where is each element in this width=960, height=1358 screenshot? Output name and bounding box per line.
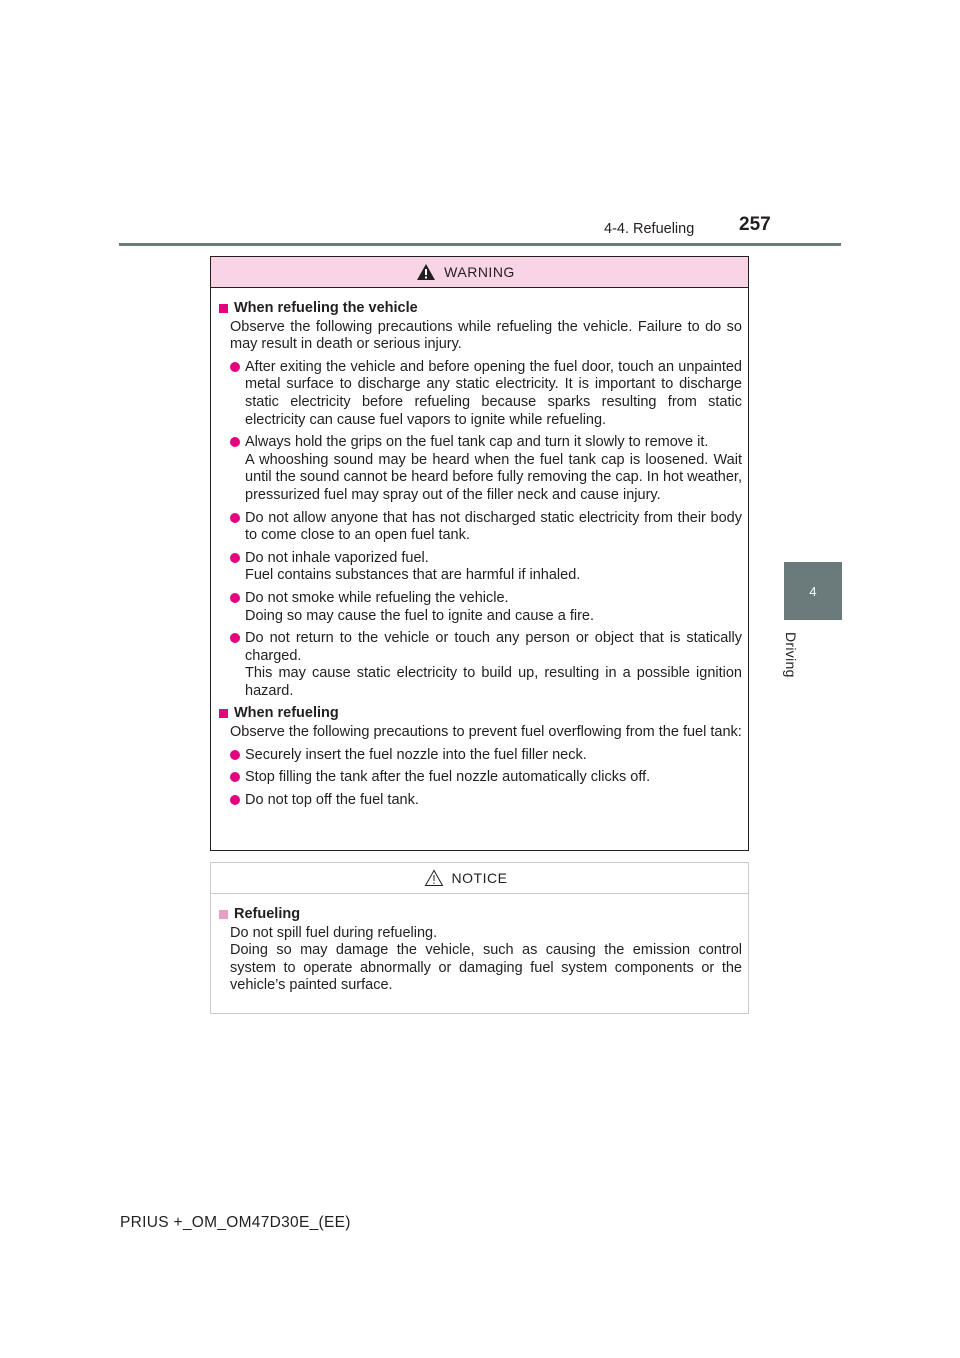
warning-section-heading: When refueling [219,705,742,723]
chapter-label [781,632,801,692]
square-bullet-icon [219,709,228,718]
warning-title: WARNING [444,264,515,280]
warning-bullet: Securely insert the fuel nozzle into the fuel filler neck. [230,747,742,765]
chapter-number: 4 [809,583,817,599]
round-bullet-icon [230,772,240,782]
warning-section-heading: When refueling the vehicle [219,300,742,318]
chapter-tab [784,562,842,620]
warning-triangle-icon [416,263,436,281]
round-bullet-icon [230,633,240,643]
notice-section-heading: Refueling [219,906,742,924]
round-bullet-icon [230,750,240,760]
notice-body [211,894,748,995]
warning-bullet: Stop filling the tank after the fuel nozzle automatically clicks off. [230,769,742,787]
section-title: 4-4. Refueling [604,221,695,237]
warning-bullet: Do not top off the fuel tank. [230,792,742,810]
notice-triangle-icon [424,869,444,887]
warning-body [211,288,748,809]
warning-bullet: Do not return to the vehicle or touch any person or object that is statically charged. This may cause static electricity to build up, resulting in a possible ignition hazard. [230,630,742,700]
warning-section-intro: Observe the following precautions while refueling the vehicle. Failure to do so may result in death or serious injury. [230,318,742,353]
warning-bullet: Do not inhale vaporized fuel. Fuel contains substances that are harmful if inhaled. [230,550,742,585]
warning-section-intro: Observe the following precautions to prevent fuel overflowing from the fuel tank: [230,724,742,741]
square-bullet-icon [219,910,228,919]
notice-text: Do not spill fuel during refueling. Doing so may damage the vehicle, such as causing the emission control system to operate abnormally or damaging fuel system components or the vehicle’s painted surface. [230,924,742,994]
round-bullet-icon [230,513,240,523]
square-bullet-icon [219,304,228,313]
round-bullet-icon [230,437,240,447]
round-bullet-icon [230,362,240,372]
notice-title: NOTICE [451,870,508,886]
round-bullet-icon [230,795,240,805]
warning-header [211,257,748,288]
warning-bullet: Always hold the grips on the fuel tank cap and turn it slowly to remove it. A whooshing sound may be heard when the fuel tank cap is loosened. Wait until the sound cannot be heard before fully removing the cap. In hot weather, pressurized fuel may spray out of the filler neck and cause injury. [230,434,742,504]
warning-bullet: Do not allow anyone that has not discharged static electricity from their body to come close to an open fuel tank. [230,510,742,545]
page-number: 257 [739,214,771,235]
warning-bullet: Do not smoke while refueling the vehicle. Doing so may cause the fuel to ignite and cause a fire. [230,590,742,625]
round-bullet-icon [230,593,240,603]
notice-header [211,863,748,894]
round-bullet-icon [230,553,240,563]
header-divider [119,243,841,246]
warning-box [210,256,749,851]
document-code: PRIUS +_OM_OM47D30E_(EE) [120,1214,351,1231]
chapter-label-text: Driving [783,632,799,678]
notice-box [210,862,749,1014]
warning-bullet: After exiting the vehicle and before opening the fuel door, touch an unpainted metal surface to discharge any static electricity. It is important to discharge static electricity before refueling because sparks resulting from static electricity can cause fuel vapors to ignite while refueling. [230,359,742,429]
